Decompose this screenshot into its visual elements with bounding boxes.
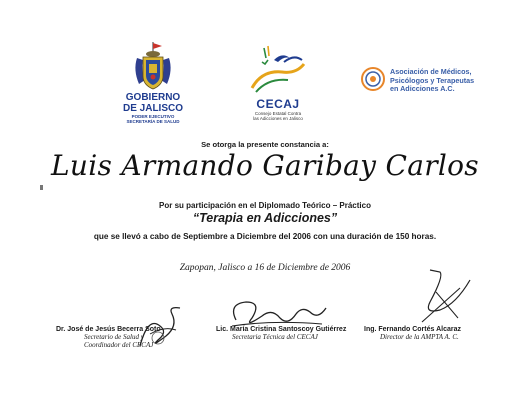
signatory-role-line1: Secretaria Técnica del CECAJ [232,333,318,341]
association-name [390,68,510,94]
recipient-name: Luis Armando Garibay Carlos [51,149,479,182]
coat-of-arms-icon [131,40,175,92]
cecaj-sub-line2: las Adicciones en Jalisco [253,116,303,121]
punch-mark [40,185,43,190]
signatory-role-line2: Coordinador del CECAJ [84,341,154,349]
signatory-santoscoy [216,326,346,341]
course-title: “Terapia en Adicciones” [192,211,338,225]
gov-sub-line2: SECRETARÍA DE SALUD [126,119,180,124]
association-line2: Psicólogos y Terapeutas [390,75,475,85]
cecaj-bird-icon [238,42,318,98]
jalisco-government-logo [118,40,188,124]
signatory-name: Ing. Fernando Cortés Alcaraz [364,326,461,333]
certificate-intro: Se otorga la presente constancia a: [201,140,329,149]
cecaj-logo [238,42,318,121]
cecaj-sub-line1: Consejo Estatal Contra [254,111,302,116]
participation-text: Por su participación en el Diplomado Teórico – Práctico [159,201,371,210]
gov-title-line2: DE JALISCO [122,103,183,114]
association-emblem-icon [360,66,386,92]
signatory-cortes [364,326,461,341]
signatory-name: Lic. María Cristina Santoscoy Gutiérrez [216,326,347,333]
course-details: que se llevó a cabo de Septiembre a Diciembre del 2006 con una duración de 150 horas. [93,232,437,241]
signature-cortes [400,262,490,332]
place-date: Zapopan, Jalisco a 16 de Diciembre de 2006 [179,263,351,273]
association-line1: Asociación de Médicos, [390,67,472,76]
signatory-becerra [56,326,161,349]
gov-title-line1: GOBIERNO [125,92,181,103]
signatory-role-line1: Secretario de Salud y [84,333,144,341]
signatory-role-line1: Director de la AMPTA A. C. [380,333,459,341]
gov-sub-line1: PODER EJECUTIVO [131,114,175,119]
association-line3: en Adicciones A.C. [390,84,455,93]
cecaj-title: CECAJ [256,97,300,111]
signatory-name: Dr. José de Jesús Becerra Soto [56,326,161,333]
